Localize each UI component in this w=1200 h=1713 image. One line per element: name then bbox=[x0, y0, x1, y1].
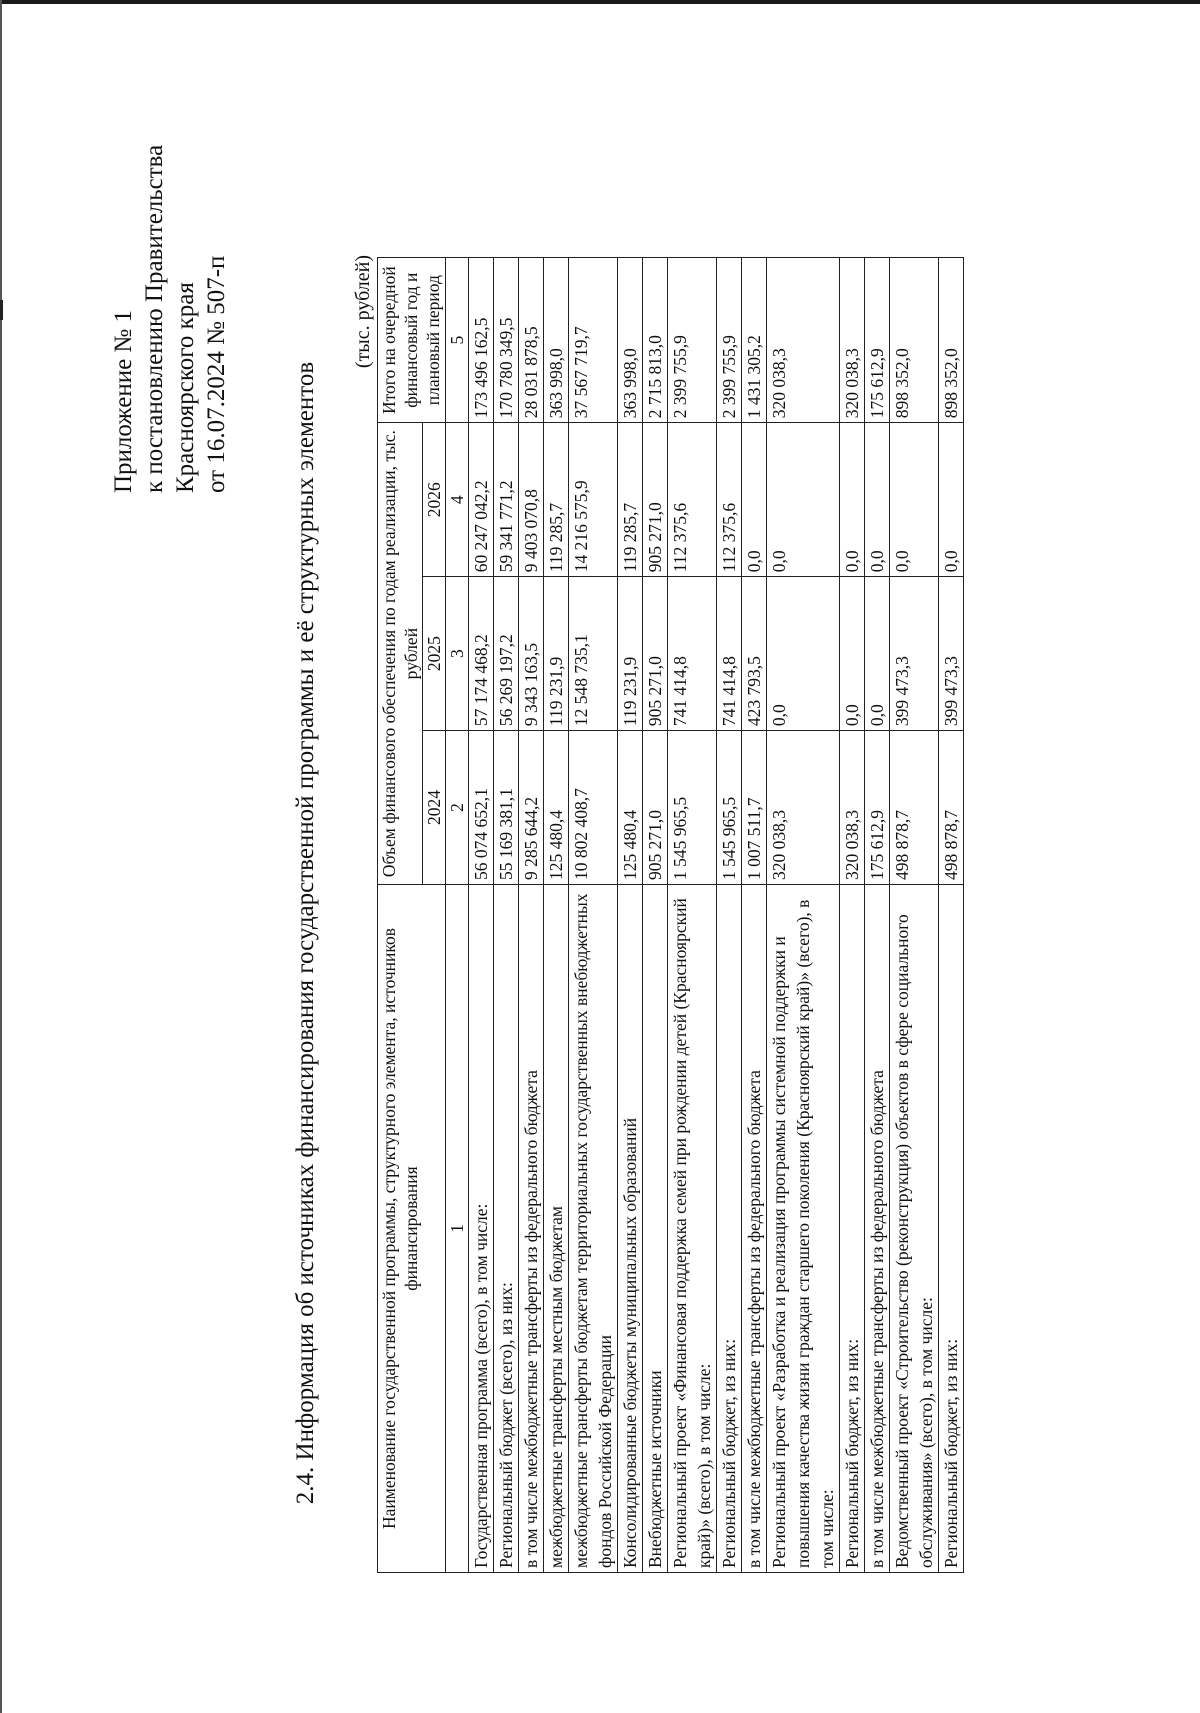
table-row bbox=[742, 258, 767, 1573]
value-2025: 399 473,3 bbox=[890, 577, 939, 731]
value-total: 173 496 162,5 bbox=[469, 258, 494, 423]
value-2026: 0,0 bbox=[742, 423, 767, 577]
value-2025: 119 231,9 bbox=[544, 577, 569, 731]
value-2025: 423 793,5 bbox=[742, 577, 767, 731]
value-2025: 119 231,9 bbox=[618, 577, 643, 731]
header-name-column: Наименование государственной программы, структурного элемента, источников финансирования bbox=[378, 884, 446, 1572]
value-2024: 1 545 965,5 bbox=[717, 731, 742, 885]
row-name: Региональный бюджет, из них: bbox=[717, 884, 742, 1572]
value-2026: 0,0 bbox=[865, 423, 890, 577]
table-row bbox=[569, 258, 618, 1573]
value-2024: 320 038,3 bbox=[767, 731, 840, 885]
row-name: Региональный бюджет, из них: bbox=[939, 884, 964, 1572]
column-number: 1 bbox=[446, 884, 469, 1572]
value-2024: 56 074 652,1 bbox=[469, 731, 494, 885]
value-2026: 0,0 bbox=[939, 423, 964, 577]
row-name: Внебюджетные источники bbox=[643, 884, 668, 1572]
value-2025: 741 414,8 bbox=[668, 577, 717, 731]
value-2026: 0,0 bbox=[890, 423, 939, 577]
value-2024: 1 007 511,7 bbox=[742, 731, 767, 885]
value-total: 37 567 719,7 bbox=[569, 258, 618, 423]
value-2024: 125 480,4 bbox=[618, 731, 643, 885]
table-row bbox=[668, 258, 717, 1573]
row-name: межбюджетные трансферты местным бюджетам bbox=[544, 884, 569, 1572]
row-name: Региональный проект «Финансовая поддержка семей при рождении детей (Красноярский край)» (всего), в том числе: bbox=[668, 884, 717, 1572]
value-total: 2 399 755,9 bbox=[668, 258, 717, 423]
value-2024: 55 169 381,1 bbox=[494, 731, 519, 885]
document-title: 2.4. Информация об источниках финансирования государственной программы и её структурных элементов bbox=[292, 361, 319, 1505]
row-name: Региональный бюджет (всего), из них: bbox=[494, 884, 519, 1572]
value-total: 2 399 755,9 bbox=[717, 258, 742, 423]
value-2025: 56 269 197,2 bbox=[494, 577, 519, 731]
header-year: 2026 bbox=[423, 423, 446, 577]
value-2026: 14 216 575,9 bbox=[569, 423, 618, 577]
value-2025: 12 548 735,1 bbox=[569, 577, 618, 731]
value-total: 170 780 349,5 bbox=[494, 258, 519, 423]
row-name: Региональный проект «Разработка и реализация программы системной поддержки и повышения качества жизни граждан старшего поколения (Красноярский край)» (всего), в том числе: bbox=[767, 884, 840, 1572]
table-row bbox=[643, 258, 668, 1573]
header-line: от 16.07.2024 № 507-п bbox=[203, 255, 230, 493]
table-row bbox=[469, 258, 494, 1573]
table-row bbox=[767, 258, 840, 1573]
header-line: к постановлению Правительства bbox=[141, 144, 168, 493]
value-2026: 0,0 bbox=[767, 423, 840, 577]
table-row bbox=[840, 258, 865, 1573]
value-total: 320 038,3 bbox=[840, 258, 865, 423]
value-2025: 0,0 bbox=[767, 577, 840, 731]
row-name: Консолидированные бюджеты муниципальных образований bbox=[618, 884, 643, 1572]
table-row bbox=[865, 258, 890, 1573]
value-2025: 399 473,3 bbox=[939, 577, 964, 731]
value-total: 898 352,0 bbox=[939, 258, 964, 423]
header-line: Приложение № 1 bbox=[110, 309, 137, 493]
value-total: 175 612,9 bbox=[865, 258, 890, 423]
value-2026: 905 271,0 bbox=[643, 423, 668, 577]
table-row bbox=[618, 258, 643, 1573]
column-number: 3 bbox=[446, 577, 469, 731]
column-number: 2 bbox=[446, 731, 469, 885]
header-line: Красноярского края bbox=[172, 282, 199, 493]
financing-table bbox=[377, 257, 964, 1573]
column-number: 5 bbox=[446, 258, 469, 423]
column-number: 4 bbox=[446, 423, 469, 577]
value-2024: 1 545 965,5 bbox=[668, 731, 717, 885]
value-2024: 175 612,9 bbox=[865, 731, 890, 885]
table-row bbox=[494, 258, 519, 1573]
row-name: Региональный бюджет, из них: bbox=[840, 884, 865, 1572]
value-total: 2 715 813,0 bbox=[643, 258, 668, 423]
value-2026: 119 285,7 bbox=[618, 423, 643, 577]
value-total: 28 031 878,5 bbox=[519, 258, 544, 423]
value-2024: 498 878,7 bbox=[890, 731, 939, 885]
table-row bbox=[939, 258, 964, 1573]
row-name: в том числе межбюджетные трансферты из федерального бюджета bbox=[865, 884, 890, 1572]
value-2025: 905 271,0 bbox=[643, 577, 668, 731]
header-total: Итого на очередной финансовый год и плановый период bbox=[378, 258, 446, 423]
value-2025: 57 174 468,2 bbox=[469, 577, 494, 731]
table-row bbox=[890, 258, 939, 1573]
table-row bbox=[717, 258, 742, 1573]
value-2026: 112 375,6 bbox=[668, 423, 717, 577]
appendix-header bbox=[108, 33, 232, 493]
value-2026: 59 341 771,2 bbox=[494, 423, 519, 577]
row-name: межбюджетные трансферты бюджетам территориальных государственных внебюджетных фондов Российской Федерации bbox=[569, 884, 618, 1572]
value-total: 363 998,0 bbox=[618, 258, 643, 423]
value-total: 320 038,3 bbox=[767, 258, 840, 423]
row-name: Государственная программа (всего), в том числе: bbox=[469, 884, 494, 1572]
value-2025: 0,0 bbox=[840, 577, 865, 731]
header-volume: Объем финансового обеспечения по годам реализации, тыс. рублей bbox=[378, 423, 423, 885]
row-name: в том числе межбюджетные трансферты из федерального бюджета bbox=[519, 884, 544, 1572]
value-2026: 0,0 bbox=[840, 423, 865, 577]
value-2025: 0,0 bbox=[865, 577, 890, 731]
value-2025: 9 343 163,5 bbox=[519, 577, 544, 731]
header-year: 2025 bbox=[423, 577, 446, 731]
value-2024: 498 878,7 bbox=[939, 731, 964, 885]
row-name: в том числе межбюджетные трансферты из федерального бюджета bbox=[742, 884, 767, 1572]
units-note: (тыс. рублей) bbox=[352, 255, 374, 369]
value-total: 363 998,0 bbox=[544, 258, 569, 423]
value-2024: 9 285 644,2 bbox=[519, 731, 544, 885]
header-year: 2024 bbox=[423, 731, 446, 885]
value-total: 1 431 305,2 bbox=[742, 258, 767, 423]
value-2026: 9 403 070,8 bbox=[519, 423, 544, 577]
value-2024: 10 802 408,7 bbox=[569, 731, 618, 885]
value-2026: 112 375,6 bbox=[717, 423, 742, 577]
value-2024: 125 480,4 bbox=[544, 731, 569, 885]
value-2026: 119 285,7 bbox=[544, 423, 569, 577]
value-2025: 741 414,8 bbox=[717, 577, 742, 731]
value-2026: 60 247 042,2 bbox=[469, 423, 494, 577]
table-row bbox=[544, 258, 569, 1573]
row-name: Ведомственный проект «Строительство (реконструкция) объектов в сфере социального обслуживания» (всего), в том числе: bbox=[890, 884, 939, 1572]
value-2024: 905 271,0 bbox=[643, 731, 668, 885]
value-total: 898 352,0 bbox=[890, 258, 939, 423]
table-row bbox=[519, 258, 544, 1573]
value-2024: 320 038,3 bbox=[840, 731, 865, 885]
